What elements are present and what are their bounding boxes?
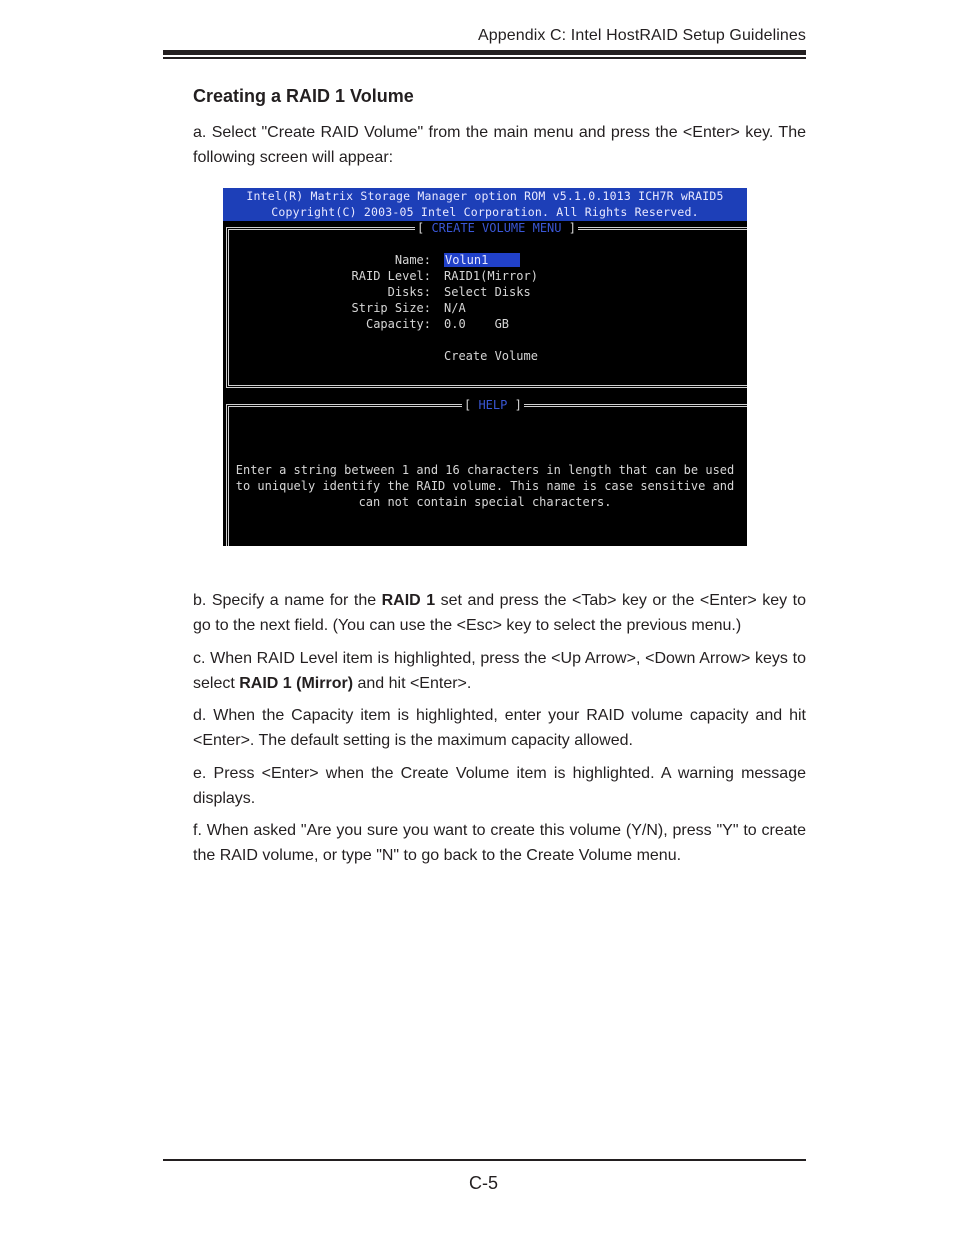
capacity-value[interactable]: 0.0 GB <box>444 317 510 331</box>
header-rule-thin <box>163 57 806 59</box>
field-label-disks: Disks: <box>387 285 431 299</box>
page-number: C-5 <box>469 1173 499 1193</box>
running-header: Appendix C: Intel HostRAID Setup Guidelines <box>477 27 806 44</box>
bios-screenshot <box>223 188 747 546</box>
bios-header-line-1: Intel(R) Matrix Storage Manager option ROM v5.1.0.1013 ICH7R wRAID5 <box>246 189 724 203</box>
step-c: c. When RAID Level item is highlighted, press the <Up Arrow>, <Down Arrow> keys to select RAID 1 (Mirror) and hit <Enter>. <box>193 650 806 692</box>
help-line-3: can not contain special characters. <box>358 495 612 509</box>
help-line-2: to uniquely identify the RAID volume. This name is case sensitive and <box>235 479 735 493</box>
create-volume-frame <box>226 227 747 388</box>
field-label-raid-level: RAID Level: <box>351 269 431 283</box>
help-title: [ HELP ] <box>464 398 522 412</box>
step-e: e. Press <Enter> when the Create Volume item is highlighted. A warning message displays. <box>193 765 806 807</box>
bios-header-line-2: Copyright(C) 2003-05 Intel Corporation. All Rights Reserved. <box>271 205 699 219</box>
disks-value[interactable]: Select Disks <box>444 285 531 299</box>
step-d: d. When the Capacity item is highlighted, enter your RAID volume capacity and hit <Enter>. The default setting is the maximum capacity allowed. <box>193 707 806 749</box>
field-label-strip-size: Strip Size: <box>351 301 431 315</box>
step-a: a. Select "Create RAID Volume" from the main menu and press the <Enter> key. The following screen will appear: <box>193 124 806 166</box>
strip-size-value[interactable]: N/A <box>444 301 466 315</box>
name-input[interactable]: Volun1 <box>444 253 520 267</box>
section-title: Creating a RAID 1 Volume <box>193 86 414 106</box>
create-volume-menu-title: [ CREATE VOLUME MENU ] <box>417 221 576 235</box>
help-line-1: Enter a string between 1 and 16 characters in length that can be used <box>235 463 735 477</box>
step-b: b. Specify a name for the RAID 1 set and press the <Tab> key or the <Enter> key to go to the next field. (You can use the <Esc> key to select the previous menu.) <box>193 592 807 634</box>
raid-level-value[interactable]: RAID1(Mirror) <box>444 269 538 283</box>
step-f: f. When asked "Are you sure you want to create this volume (Y/N), press "Y" to create the RAID volume, or type "N" to go back to the Create Volume menu. <box>193 822 806 864</box>
create-volume-option[interactable]: Create Volume <box>444 349 538 363</box>
field-label-name: Name: <box>394 253 431 267</box>
header-rule-thick <box>163 50 806 55</box>
field-label-capacity: Capacity: <box>365 317 431 331</box>
bios-header-bar <box>223 188 747 221</box>
footer-rule <box>163 1159 806 1161</box>
